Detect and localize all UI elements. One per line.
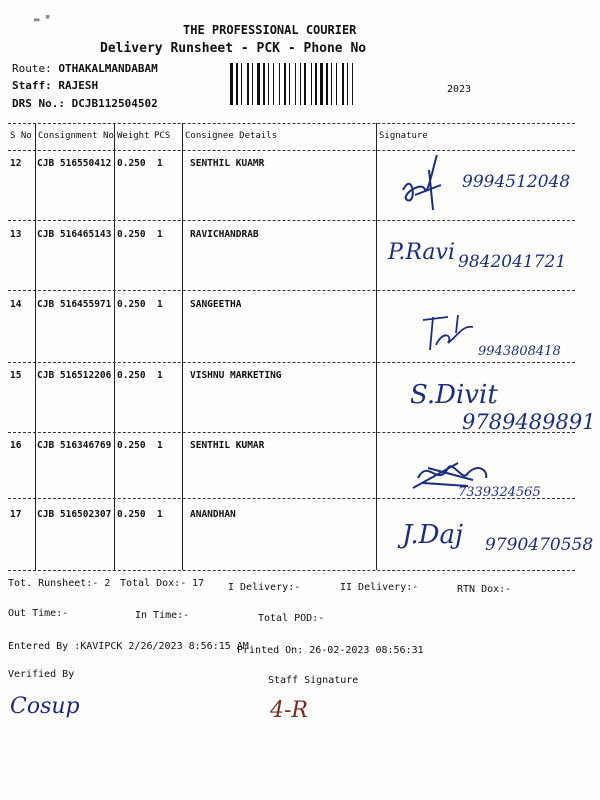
i-delivery-label: I Delivery:- xyxy=(228,582,301,593)
row-sno: 12 xyxy=(10,158,22,169)
row-weight: 0.250 xyxy=(117,509,146,520)
row-sno: 15 xyxy=(10,370,22,381)
printed-on: Printed On: 26-02-2023 08:56:31 xyxy=(237,645,424,656)
receiver-phone: 9790470558 xyxy=(485,535,594,555)
drs-value: DCJB112504502 xyxy=(71,97,158,110)
row-sno: 16 xyxy=(10,440,22,451)
barcode-bar xyxy=(268,63,269,105)
col-header-consignee: Consignee Details xyxy=(185,131,278,141)
barcode-bar xyxy=(315,63,317,105)
company-name: THE PROFESSIONAL COURIER xyxy=(183,23,357,37)
in-time-label: In Time:- xyxy=(135,610,190,621)
scan-mark: ▂ ▪ xyxy=(34,12,51,22)
barcode-bar xyxy=(331,63,332,105)
barcode-bar xyxy=(333,63,335,105)
header-rule xyxy=(8,150,575,151)
route-line xyxy=(12,62,158,75)
total-pod-label: Total POD:- xyxy=(258,613,325,624)
row-consignee: VISHNU MARKETING xyxy=(190,370,282,381)
total-runsheet: Tot. Runsheet:- 2 xyxy=(8,578,111,589)
row-consignee: RAVICHANDRAB xyxy=(190,229,259,240)
row-pcs: 1 xyxy=(157,370,163,381)
date-partial: 2023 xyxy=(447,84,472,95)
row-pcs: 1 xyxy=(157,509,163,520)
rtn-dox-label: RTN Dox:- xyxy=(457,584,512,595)
staff-signature-label: Staff Signature xyxy=(268,675,359,686)
barcode-bar xyxy=(236,63,238,105)
barcode-bar xyxy=(320,63,323,105)
barcode-bar xyxy=(279,63,280,105)
col-header-signature: Signature xyxy=(379,131,428,141)
verified-by-label: Verified By xyxy=(8,669,75,680)
barcode-bar xyxy=(289,63,290,105)
barcode-bar xyxy=(284,63,286,105)
row-pcs: 1 xyxy=(157,229,163,240)
col-divider xyxy=(376,123,377,570)
table-top-rule xyxy=(8,123,575,124)
row-consignment: CJB 516346769 xyxy=(37,440,112,451)
barcode-bar xyxy=(241,63,242,105)
barcode-bar xyxy=(329,63,330,105)
row-consignee: SANGEETHA xyxy=(190,299,242,310)
barcode-bar xyxy=(297,63,299,105)
signature-mark xyxy=(418,305,478,355)
row-rule xyxy=(8,362,575,363)
barcode-bar xyxy=(243,63,246,105)
staff-label: Staff: xyxy=(12,79,52,92)
barcode-bar xyxy=(270,63,272,105)
route-label: Route: xyxy=(12,62,52,75)
receiver-phone: 9842041721 xyxy=(458,252,567,272)
row-consignee: SENTHIL KUAMR xyxy=(190,158,265,169)
out-time-label: Out Time:- xyxy=(8,608,69,619)
col-header-pcs: PCS xyxy=(154,131,171,141)
barcode-bar xyxy=(318,63,319,105)
drs-label: DRS No.: xyxy=(12,97,65,110)
barcode-bar xyxy=(281,63,283,105)
barcode-bar xyxy=(324,63,325,105)
barcode-bar xyxy=(311,63,312,105)
col-header-consignment: Consignment No xyxy=(38,131,114,141)
barcode-bar xyxy=(304,63,306,105)
row-pcs: 1 xyxy=(157,158,163,169)
barcode-bar xyxy=(300,63,301,105)
row-consignment: CJB 516465143 xyxy=(37,229,112,240)
barcode-bar xyxy=(247,63,249,105)
barcode-bar xyxy=(252,63,253,105)
row-pcs: 1 xyxy=(157,299,163,310)
row-weight: 0.250 xyxy=(117,158,146,169)
row-consignee: SENTHIL KUMAR xyxy=(190,440,265,451)
barcode-bar xyxy=(307,63,310,105)
receiver-phone: 9943808418 xyxy=(478,344,561,359)
receiver-phone: 9994512048 xyxy=(462,172,571,192)
barcode-bar xyxy=(257,63,260,105)
barcode-bar xyxy=(266,63,267,105)
barcode-bar xyxy=(302,63,303,105)
barcode-bar xyxy=(273,63,274,105)
barcode-bar xyxy=(261,63,262,105)
barcode-bar xyxy=(342,63,344,105)
row-weight: 0.250 xyxy=(117,229,146,240)
row-pcs: 1 xyxy=(157,440,163,451)
barcode-bar xyxy=(295,63,296,105)
receiver-phone: 9789489891 xyxy=(462,410,596,434)
barcode-bar xyxy=(275,63,278,105)
row-weight: 0.250 xyxy=(117,440,146,451)
row-weight: 0.250 xyxy=(117,299,146,310)
barcode-bar xyxy=(326,63,328,105)
staff-line xyxy=(12,79,98,92)
row-rule xyxy=(8,220,575,221)
barcode-bar xyxy=(263,63,265,105)
barcode-bar xyxy=(338,63,341,105)
col-divider xyxy=(182,123,183,570)
row-sno: 17 xyxy=(10,509,22,520)
barcode-bar xyxy=(250,63,251,105)
row-consignment: CJB 516512206 xyxy=(37,370,112,381)
signature-name: P.Ravi xyxy=(388,240,455,265)
staff-value: RAJESH xyxy=(58,79,99,92)
row-consignment: CJB 516550412 xyxy=(37,158,112,169)
receiver-phone: 7339324565 xyxy=(458,485,541,500)
total-dox-value: 17 xyxy=(192,578,205,589)
col-header-sno: S No xyxy=(10,131,32,141)
barcode-bar xyxy=(287,63,288,105)
barcode-bar xyxy=(313,63,314,105)
entered-by: Entered By :KAVIPCK 2/26/2023 8:56:15 AM xyxy=(8,641,249,652)
barcode-bar xyxy=(254,63,256,105)
col-header-weight: Weight xyxy=(117,131,150,141)
route-value: OTHAKALMANDABAM xyxy=(58,62,158,75)
table-bottom-rule xyxy=(8,570,575,571)
row-sno: 13 xyxy=(10,229,22,240)
verifier-signature: Cosup xyxy=(10,694,80,719)
row-consignment: CJB 516502307 xyxy=(37,509,112,520)
barcode-bar xyxy=(354,63,355,105)
row-consignee: ANANDHAN xyxy=(190,509,236,520)
page-title: Delivery Runsheet - PCK - Phone No xyxy=(100,41,367,56)
barcode-bar xyxy=(336,63,337,105)
col-divider xyxy=(114,123,115,570)
barcode-bar xyxy=(234,63,235,105)
barcode-bar xyxy=(349,63,351,105)
barcode-bar xyxy=(291,63,294,105)
barcode-bar xyxy=(230,63,233,105)
row-rule xyxy=(8,432,575,433)
barcode xyxy=(230,63,365,105)
total-dox-label: Total Dox:- xyxy=(120,578,187,589)
row-weight: 0.250 xyxy=(117,370,146,381)
barcode-bar xyxy=(347,63,348,105)
ii-delivery-label: II Delivery:- xyxy=(340,582,419,593)
drs-line xyxy=(12,97,158,110)
row-rule xyxy=(8,498,575,499)
row-sno: 14 xyxy=(10,299,22,310)
col-divider xyxy=(35,123,36,570)
row-rule xyxy=(8,290,575,291)
barcode-bar xyxy=(239,63,240,105)
barcode-bar xyxy=(352,63,353,105)
row-consignment: CJB 516455971 xyxy=(37,299,112,310)
signature-name: S.Divit xyxy=(410,380,498,410)
signature-name: J.Daj xyxy=(402,520,464,550)
barcode-bar xyxy=(345,63,346,105)
signature-mark xyxy=(395,150,445,215)
staff-signature: 4-R xyxy=(270,698,308,723)
